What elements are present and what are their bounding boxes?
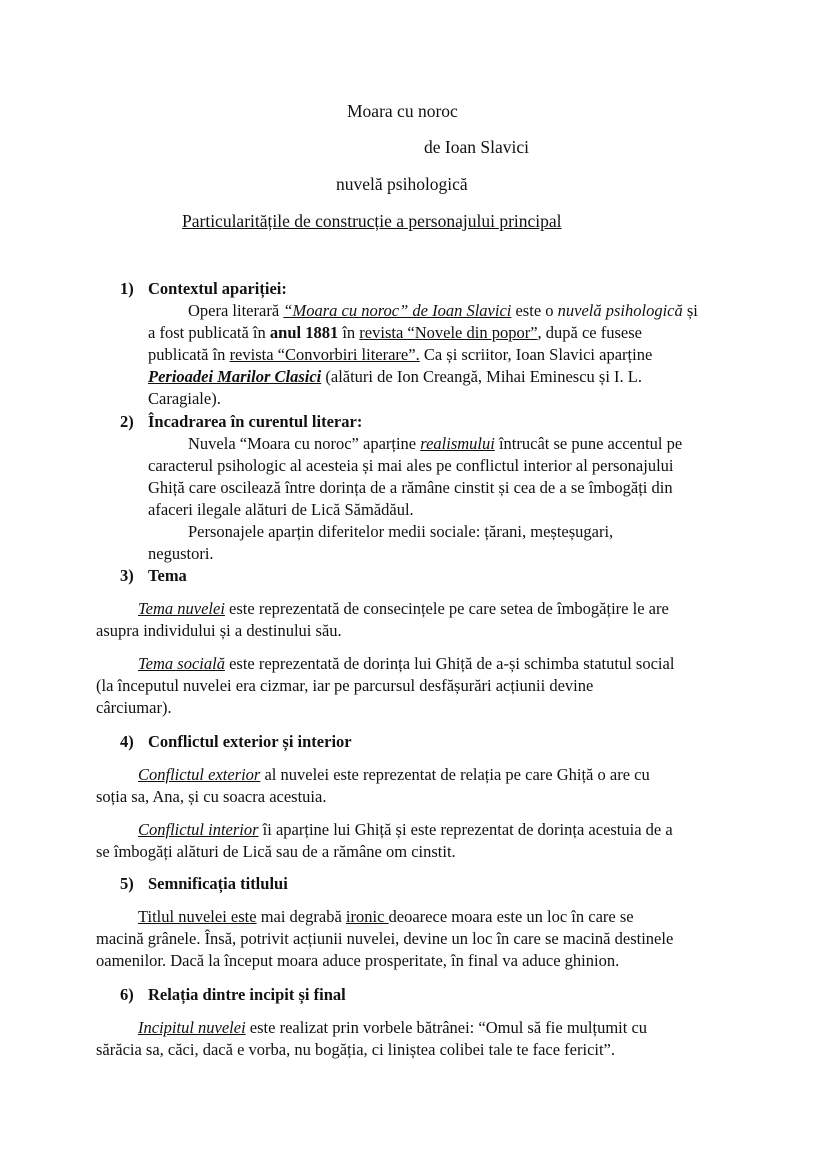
paragraph-line: se îmbogăți alături de Lică sau de a rămâne om cinstit.: [96, 842, 456, 861]
paragraph-line: oamenilor. Dacă la început moara aduce prosperitate, în final va aduce ghinion.: [96, 951, 620, 970]
section-heading: Relația dintre incipit și final: [148, 985, 346, 1004]
section-heading: Conflictul exterior și interior: [148, 732, 352, 751]
document-title: Moara cu noroc: [347, 101, 458, 121]
section-heading: Contextul apariției:: [148, 279, 287, 298]
paragraph-line: publicată în revista “Convorbiri literare”. Ca și scriitor, Ioan Slavici aparține: [148, 345, 653, 364]
section-number: 5): [120, 874, 134, 893]
section-heading: Semnificația titlului: [148, 874, 288, 893]
paragraph-line: Personajele aparțin diferitelor medii sociale: țărani, meșteșugari,: [188, 522, 614, 541]
paragraph-line: cârciumar).: [96, 698, 172, 717]
section-heading: Încadrarea în curentul literar:: [148, 412, 363, 431]
section-heading: Tema: [148, 566, 187, 585]
paragraph-line: Conflictul interior îi aparține lui Ghiță și este reprezentat de dorința acestuia de a: [138, 820, 673, 839]
paragraph-line: Conflictul exterior al nuvelei este reprezentat de relația pe care Ghiță o are cu: [138, 765, 650, 784]
paragraph-line: asupra individului și a destinului său.: [96, 621, 342, 640]
document-subtitle: Particularitățile de construcție a personajului principal: [182, 211, 562, 231]
paragraph-line: Tema nuvelei este reprezentată de consecințele pe care setea de îmbogățire le are: [138, 599, 669, 618]
document-genre: nuvelă psihologică: [336, 174, 468, 194]
paragraph-line: Incipitul nuvelei este realizat prin vorbele bătrânei: “Omul să fie mulțumit cu: [138, 1018, 648, 1037]
document-author: de Ioan Slavici: [424, 137, 529, 157]
section-number: 1): [120, 279, 134, 298]
paragraph-line: soția sa, Ana, și cu soacra acestuia.: [96, 787, 327, 806]
paragraph-line: Tema socială este reprezentată de dorința lui Ghiță de a-și schimba statutul social: [138, 654, 675, 673]
paragraph-line: Perioadei Marilor Clasici (alături de Ion Creangă, Mihai Eminescu și I. L.: [148, 367, 642, 386]
paragraph-line: afaceri ilegale alături de Lică Sămădăul.: [148, 500, 414, 519]
paragraph-line: Nuvela “Moara cu noroc” aparține realismului întrucât se pune accentul pe: [188, 434, 683, 453]
paragraph-line: sărăcia sa, căci, dacă e vorba, nu bogăția, ci liniștea colibei tale te face fericit”.: [96, 1040, 616, 1059]
section-number: 2): [120, 412, 134, 431]
section-number: 6): [120, 985, 134, 1004]
paragraph-line: macină grânele. Însă, potrivit acțiunii nuvelei, devine un loc în care se macină destinele: [96, 929, 674, 948]
paragraph-line: Opera literară “Moara cu noroc” de Ioan Slavici este o nuvelă psihologică și: [188, 301, 698, 320]
paragraph-line: a fost publicată în anul 1881 în revista “Novele din popor”, după ce fusese: [148, 323, 642, 342]
paragraph-line: Ghiță care oscilează între dorința de a rămâne cinstit și cea de a se îmbogăți din: [148, 478, 673, 497]
paragraph-line: caracterul psihologic al acesteia și mai ales pe conflictul interior al personajului: [148, 456, 674, 475]
section-number: 3): [120, 566, 134, 585]
paragraph-line: negustori.: [148, 544, 214, 563]
section-number: 4): [120, 732, 134, 751]
paragraph-line: Titlul nuvelei este mai degrabă ironic deoarece moara este un loc în care se: [138, 907, 634, 926]
paragraph-line: Caragiale).: [148, 389, 221, 408]
paragraph-line: (la începutul nuvelei era cizmar, iar pe parcursul desfășurări acțiunii devine: [96, 676, 594, 695]
